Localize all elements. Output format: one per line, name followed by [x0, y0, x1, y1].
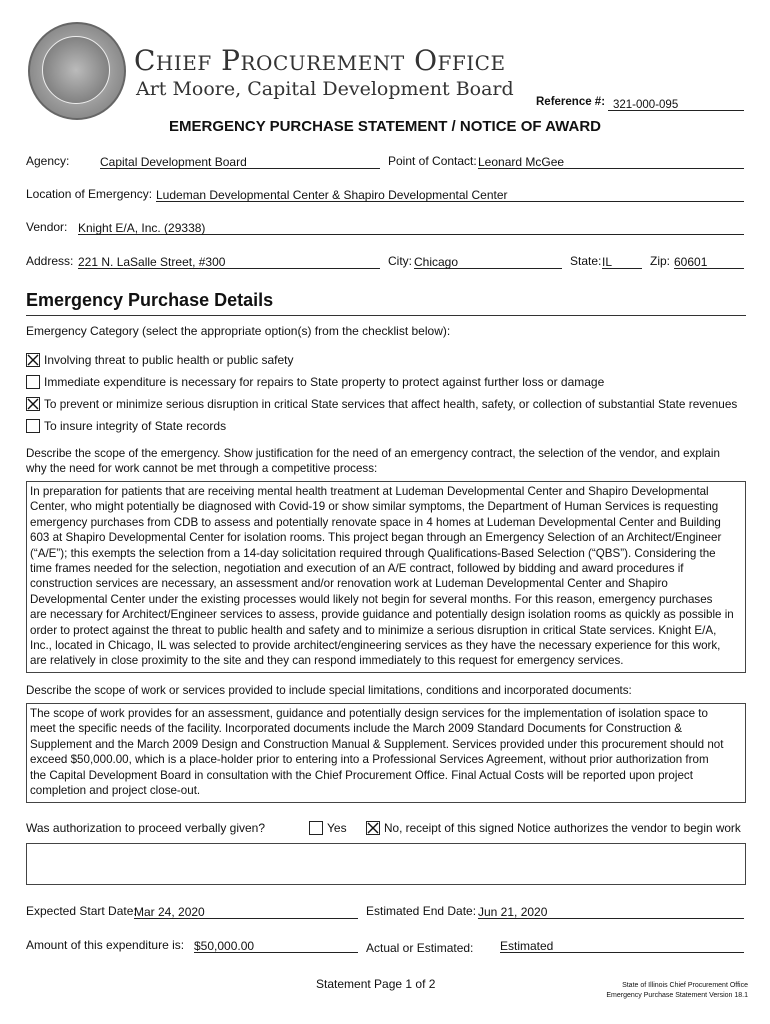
category-prompt: Emergency Category (select the appropriate option(s) from the checklist below): [26, 324, 451, 338]
state-label: State: [570, 254, 602, 268]
amount-field[interactable] [194, 937, 358, 953]
work-textarea[interactable] [26, 703, 746, 803]
scope-textarea[interactable] [26, 481, 746, 673]
check-x-icon [367, 822, 379, 834]
option-checkbox-4[interactable] [26, 419, 40, 433]
address-field[interactable] [78, 253, 380, 269]
option-checkbox-1[interactable] [26, 353, 40, 367]
footer-info-line1: State of Illinois Chief Procurement Office [622, 982, 748, 989]
address-label: Address: [26, 254, 74, 268]
zip-value: 60601 [674, 255, 708, 269]
end-date-value: Jun 21, 2020 [478, 905, 548, 919]
city-value: Chicago [414, 255, 459, 269]
state-value: IL [602, 255, 613, 269]
reference-label: Reference #: [536, 96, 606, 108]
location-value: Ludeman Developmental Center & Shapiro Developmental Center [156, 188, 508, 202]
verbal-yes-label: Yes [327, 821, 347, 835]
scope-line: emergency purchases from CDB to assess and potentially renovate space in 4 homes at Ludeman Developmental Center and Building [30, 515, 721, 529]
document-title: EMERGENCY PURCHASE STATEMENT / NOTICE OF AWARD [169, 118, 601, 135]
amount-value: $50,000.00 [194, 939, 255, 953]
start-date-label: Expected Start Date: [26, 904, 137, 918]
reference-field[interactable] [608, 95, 744, 111]
option-label-2: Immediate expenditure is necessary for repairs to State property to protect against further loss or damage [44, 375, 605, 389]
end-date-field[interactable] [478, 903, 744, 919]
start-date-value: Mar 24, 2020 [134, 905, 205, 919]
verbal-question: Was authorization to proceed verbally given? [26, 821, 266, 835]
section-divider [26, 315, 746, 316]
vendor-label: Vendor: [26, 220, 68, 234]
scope-line: 603 at Shapiro Developmental Center for isolation rooms. This project began through an Emergency Selection of an Architect/Engineer [30, 531, 722, 545]
location-field[interactable] [156, 186, 744, 202]
verbal-no-label: No, receipt of this signed Notice authorizes the vendor to begin work [384, 821, 741, 835]
vendor-value: Knight E/A, Inc. (29338) [78, 221, 206, 235]
scope-line: are necessary for Architect/Engineer services to assess, provide guidance and potentially design isolation rooms as quickly as possible in [30, 608, 734, 622]
location-label: Location of Emergency: [26, 187, 153, 201]
option-label-4: To insure integrity of State records [44, 419, 227, 433]
zip-field[interactable] [674, 253, 744, 269]
scope-line: Inc., located in Chicago, IL was selected to provide architect/engineering services as they have the necessary experience for this work, [30, 639, 721, 653]
option-label-3: To prevent or minimize serious disruption in critical State services that affect health, safety, or collection of substantial State revenues [44, 397, 738, 411]
work-line: exceed $50,000.00, which is a place-holder prior to entering into a Professional Services Agreement, without prior authorization from [30, 753, 709, 767]
work-line: completion and project close-out. [30, 784, 201, 798]
work-line: meet the specific needs of the facility. Incorporated documents include the March 2009 Standard Documents for Construction & [30, 722, 682, 736]
scope-line: are relatively in close proximity to the site and they can respond immediately to this request for emergency services. [30, 654, 624, 668]
work-prompt: Describe the scope of work or services provided to include special limitations, conditions and incorporated documents: [26, 684, 632, 697]
agency-field[interactable] [100, 153, 380, 169]
scope-line: time frames needed for the selection, negotiation and execution of an A/E contract, followed by bidding and award procedures if [30, 562, 684, 576]
board-subtitle: Art Moore, Capital Development Board [136, 78, 514, 100]
work-line: The scope of work provides for an assessment, guidance and potentially design services for the implementation of isolation space to [30, 707, 708, 720]
zip-label: Zip: [650, 254, 671, 268]
office-title: Chief Procurement Office [134, 44, 506, 77]
agency-value: Capital Development Board [100, 155, 247, 169]
amount-label: Amount of this expenditure is: [26, 938, 185, 952]
scope-line: Developmental Center under the existing processes would likely not begin for several months. For this reason, emergency purchases [30, 592, 713, 606]
state-field[interactable] [602, 253, 642, 269]
address-value: 221 N. LaSalle Street, #300 [78, 255, 226, 269]
option-label-1: Involving threat to public health or public safety [44, 353, 294, 367]
vendor-field[interactable] [78, 219, 744, 235]
verbal-no-checkbox[interactable] [366, 821, 380, 835]
work-line: Supplement and the March 2009 Design and Construction Manual & Supplement. Services provided under this procurement should not [30, 737, 724, 751]
verbal-explanation-box[interactable] [26, 843, 746, 885]
amount-type-field[interactable] [500, 937, 744, 953]
reference-value: 321-000-095 [613, 99, 679, 111]
city-label: City: [388, 254, 412, 268]
option-checkbox-2[interactable] [26, 375, 40, 389]
scope-line: (“A/E”); this exempts the selection from a 14-day solicitation required through Qualifications-Based Selection (“QBS”). Considering the [30, 546, 716, 560]
state-seal-logo [28, 22, 126, 120]
agency-label: Agency: [26, 154, 70, 168]
scope-line: In preparation for patients that are receiving mental health treatment at Ludeman Developmental Center and Shapiro Developmental [30, 485, 709, 498]
scope-line: order to protect against the threat to public health and safety and to minimize a serious disruption in critical State services. Knight E/A, [30, 623, 717, 637]
section-heading: Emergency Purchase Details [26, 290, 274, 310]
contact-value: Leonard McGee [478, 155, 565, 169]
end-date-label: Estimated End Date: [366, 904, 477, 918]
scope-prompt-line2: why the need for work cannot be met through a competitive process: [26, 462, 378, 475]
option-checkbox-3[interactable] [26, 397, 40, 411]
amount-type-value: Estimated [500, 939, 554, 953]
contact-field[interactable] [478, 153, 744, 169]
start-date-field[interactable] [134, 903, 358, 919]
footer-info-line2: Emergency Purchase Statement Version 18.1 [606, 992, 748, 999]
work-line: the Capital Development Board in consultation with the Chief Procurement Office. Final Actual Costs will be reported upon project [30, 768, 693, 782]
scope-line: Center, who might potentially be diagnosed with Covid-19 or show similar symptoms, the Department of Human Services is requesting [30, 500, 719, 514]
scope-prompt-line1: Describe the scope of the emergency. Show justification for the need of an emergency contract, the selection of the vendor, and explain [26, 447, 720, 460]
check-x-icon [27, 354, 39, 366]
check-x-icon [27, 398, 39, 410]
city-field[interactable] [414, 253, 562, 269]
contact-label: Point of Contact: [388, 154, 477, 168]
verbal-yes-checkbox[interactable] [309, 821, 323, 835]
footer-info [540, 981, 748, 1001]
page-number: Statement Page 1 of 2 [316, 977, 436, 991]
scope-line: construction services are necessary, an assessment and/or renovation work at Ludeman Developmental Center and Shapiro [30, 577, 668, 591]
amount-type-label: Actual or Estimated: [366, 941, 474, 955]
